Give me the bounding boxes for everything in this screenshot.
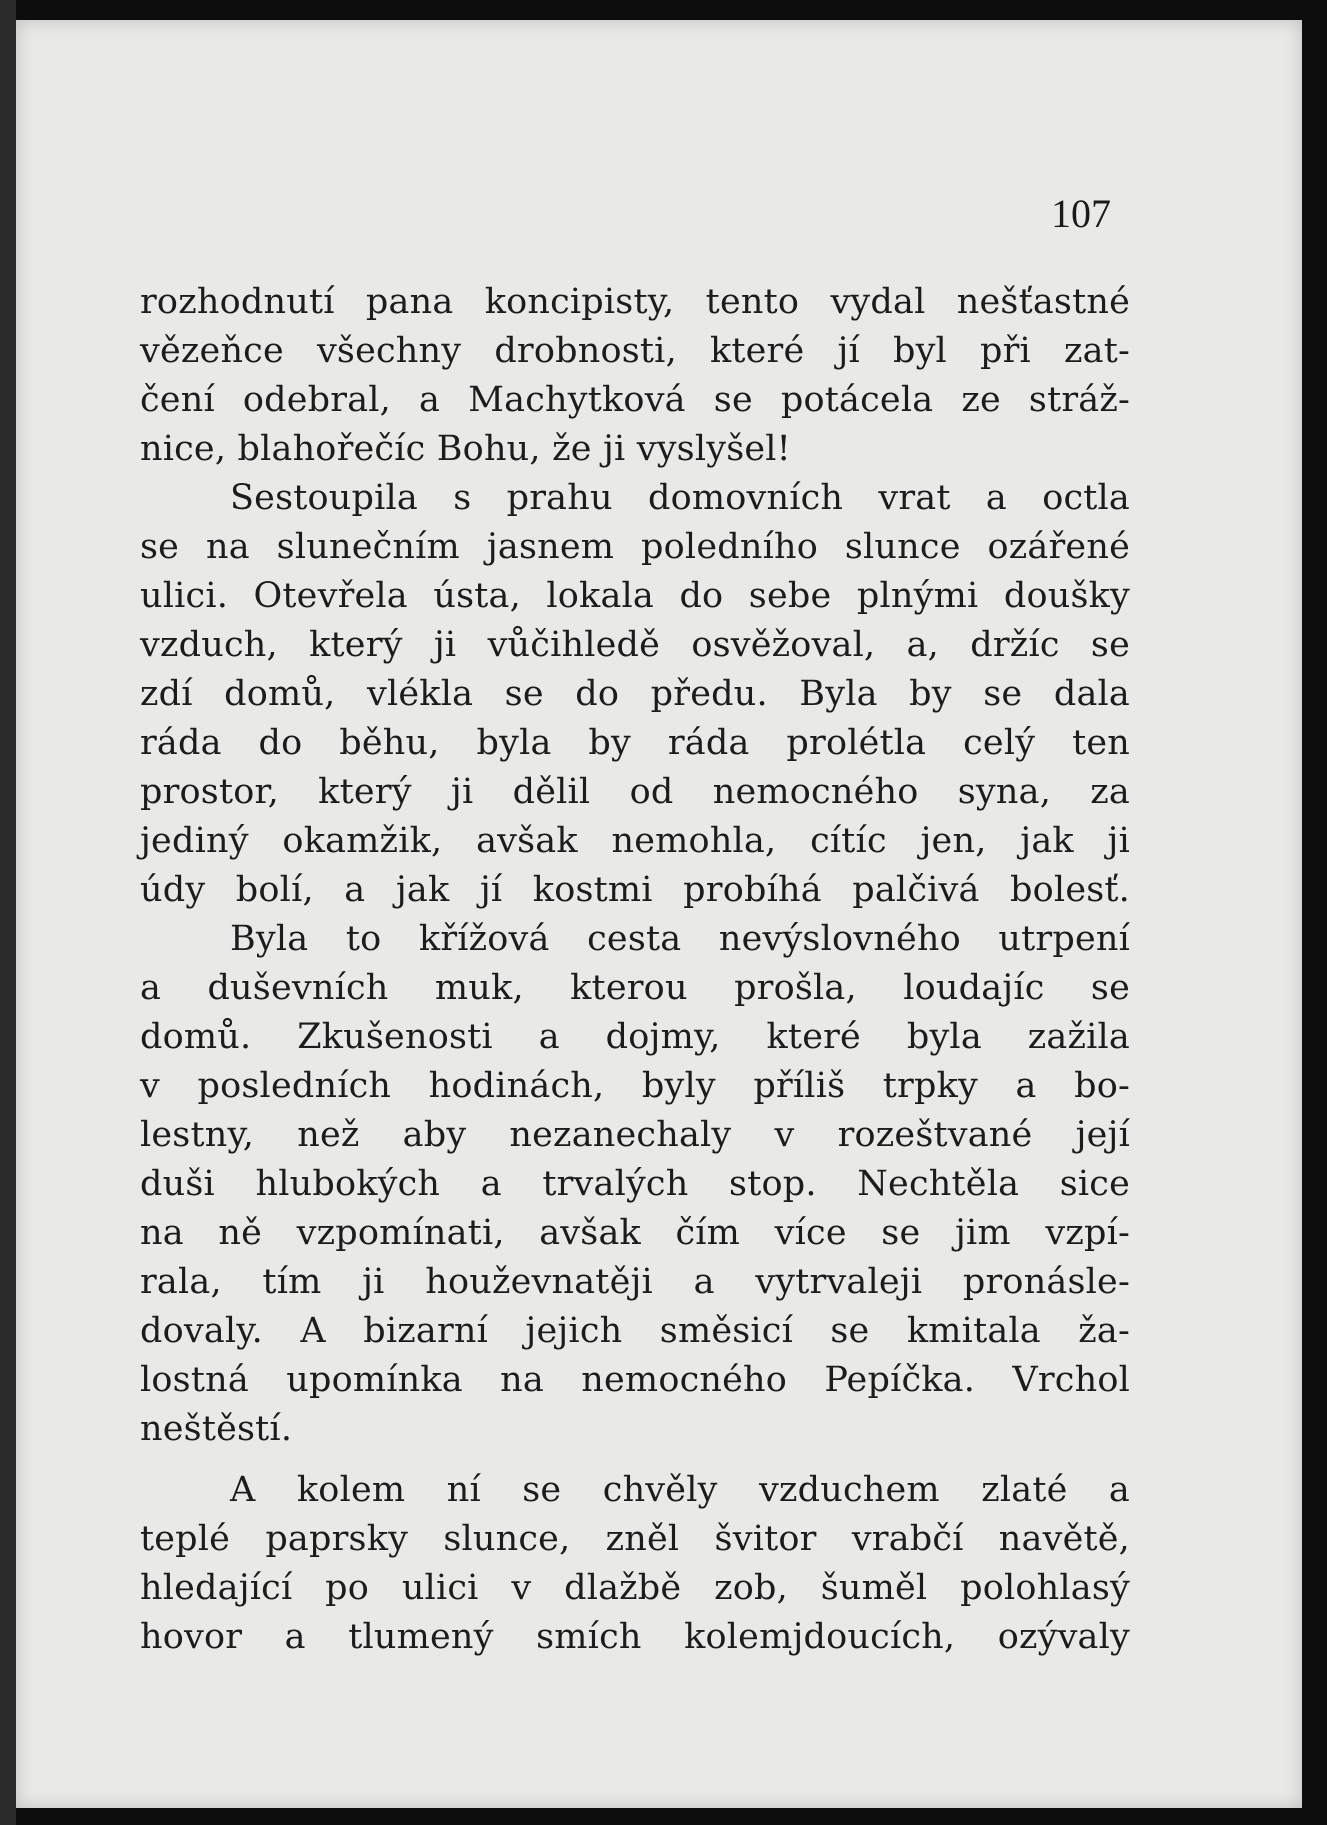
text-line: čení odebral, a Machytková se potácela ze stráž- xyxy=(140,380,1130,420)
paragraph-gap xyxy=(140,1454,1130,1466)
text-line: hledající po ulici v dlažbě zob, šuměl polohlasý xyxy=(140,1568,1130,1608)
text-line: hovor a tlumený smích kolemjdoucích, ozývaly xyxy=(140,1617,1130,1657)
text-line: ulici. Otevřela ústa, lokala do sebe plnými doušky xyxy=(140,576,1130,616)
text-line: se na slunečním jasnem poledního slunce ozářené xyxy=(140,527,1130,567)
text-line: lostná upomínka na nemocného Pepíčka. Vrchol xyxy=(140,1360,1130,1400)
text-line: rala, tím ji houževnatěji a vytrvaleji pronásle- xyxy=(140,1262,1130,1302)
text-line: duši hlubokých a trvalých stop. Nechtěla sice xyxy=(140,1164,1130,1204)
text-line: na ně vzpomínati, avšak čím více se jim vzpí- xyxy=(140,1213,1130,1253)
text-line: rozhodnutí pana koncipisty, tento vydal nešťastné xyxy=(140,282,1130,322)
text-line: nice, blahořečíc Bohu, že ji vyslyšel! xyxy=(140,429,791,469)
text-line: dovaly. A bizarní jejich směsicí se kmitala ža- xyxy=(140,1311,1130,1351)
text-line: Sestoupila s prahu domovních vrat a octla xyxy=(230,478,1130,518)
text-line: teplé paprsky slunce, zněl švitor vrabčí navětě, xyxy=(140,1519,1130,1559)
text-line: vězeňce všechny drobnosti, které jí byl při zat- xyxy=(140,331,1130,371)
page-edge-shadow-left xyxy=(0,0,16,1825)
text-line: zdí domů, vlékla se do předu. Byla by se dala xyxy=(140,674,1130,714)
page-sheet xyxy=(16,20,1302,1808)
text-line: vzduch, který ji vůčihledě osvěžoval, a, držíc se xyxy=(140,625,1130,665)
text-line: v posledních hodinách, byly příliš trpky a bo- xyxy=(140,1066,1130,1106)
body-text xyxy=(140,278,1130,1662)
text-line: údy bolí, a jak jí kostmi probíhá palčivá bolesť. xyxy=(140,870,1130,910)
page-number: 107 xyxy=(1051,191,1111,236)
text-line: neštěstí. xyxy=(140,1409,293,1449)
text-line: lestny, než aby nezanechaly v rozeštvané její xyxy=(140,1115,1130,1155)
text-line: prostor, který ji dělil od nemocného syna, za xyxy=(140,772,1130,812)
text-line: jediný okamžik, avšak nemohla, cítíc jen, jak ji xyxy=(140,821,1130,861)
text-line: Byla to křížová cesta nevýslovného utrpení xyxy=(230,919,1130,959)
text-line: A kolem ní se chvěly vzduchem zlaté a xyxy=(230,1470,1130,1510)
text-line: domů. Zkušenosti a dojmy, které byla zažila xyxy=(140,1017,1130,1057)
text-line: ráda do běhu, byla by ráda prolétla celý ten xyxy=(140,723,1130,763)
text-line: a duševních muk, kterou prošla, loudajíc se xyxy=(140,968,1130,1008)
